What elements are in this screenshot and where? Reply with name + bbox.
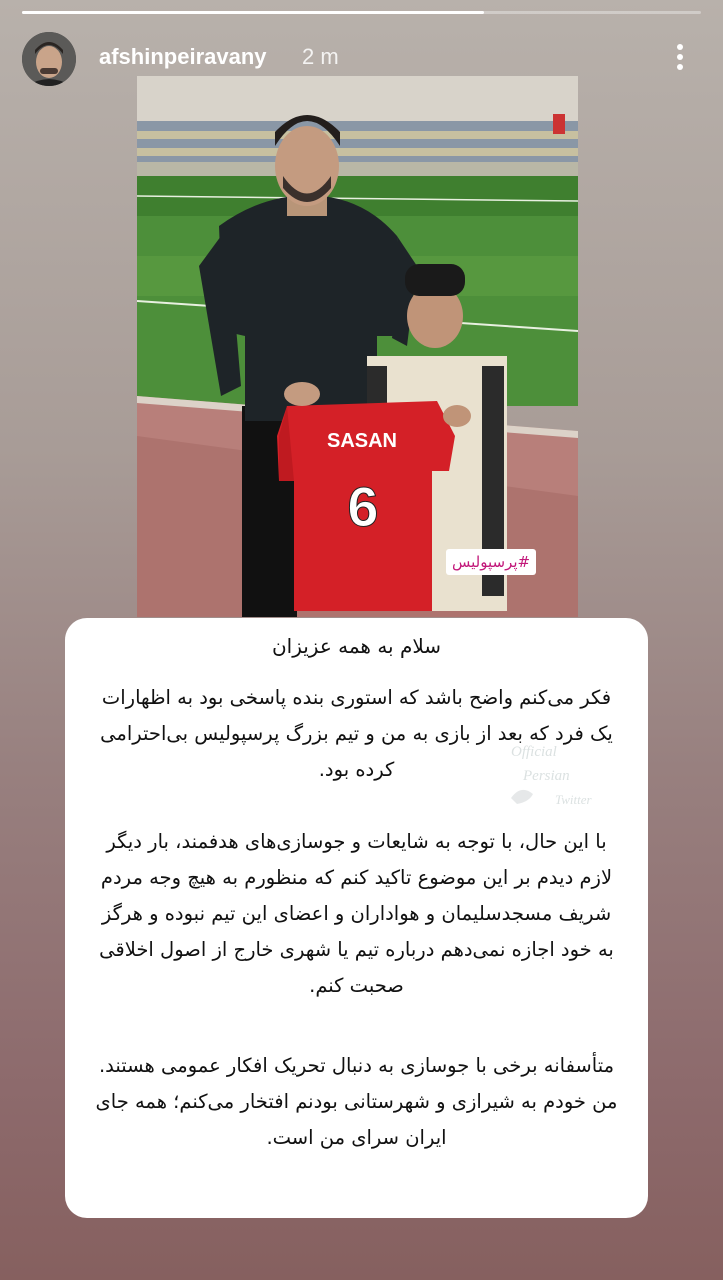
watermark-bird-icon xyxy=(511,790,533,804)
paragraph-2: با این حال، با توجه به شایعات و جوسازی‌های هدفمند، بار دیگر لازم دیدم بر این موضوع تاکید کنم که منظورم به هیچ وجه مردم شریف مسجدسلیمان و هواداران و اعضای این تیم نبوده و هرگز به خود اجازه نمی‌دهم درباره تیم یا شهری خارج از اصول اخلاقی صحبت کنم. xyxy=(99,830,614,997)
watermark-line2: Persian xyxy=(523,768,570,784)
jersey-number: 6 xyxy=(347,475,379,538)
hashtag-sticker[interactable]: #پرسپولیس xyxy=(446,549,536,575)
watermark-line1: Official xyxy=(511,744,557,760)
watermark-line3: Twitter xyxy=(555,792,592,807)
paragraph-3: متأسفانه برخی با جوسازی به دنبال تحریک افکار عمومی هستند. من خودم به شیرازی و شهرستانی بودنم افتخار می‌کنم؛ همه جای ایران سرای من است. xyxy=(95,1054,618,1149)
story-progress-bar xyxy=(22,11,701,14)
greeting-text: سلام به همه عزیزان xyxy=(271,634,442,658)
story-photo xyxy=(137,76,578,617)
paragraph-1: فکر می‌کنم واضح باشد که استوری بنده پاسخی بود به اظهارات یک فرد که بعد از بازی به من و تیم بزرگ پرسپولیس بی‌احترامی کرده بود. xyxy=(100,686,613,781)
story-progress-fill xyxy=(22,11,484,14)
story-timestamp: 2 m xyxy=(302,44,339,69)
jersey-name: SASAN xyxy=(326,430,398,452)
text-card xyxy=(65,618,648,1218)
more-options-icon[interactable] xyxy=(668,40,692,76)
avatar[interactable] xyxy=(22,32,76,86)
story-username[interactable]: afshinpeiravany xyxy=(99,44,267,69)
